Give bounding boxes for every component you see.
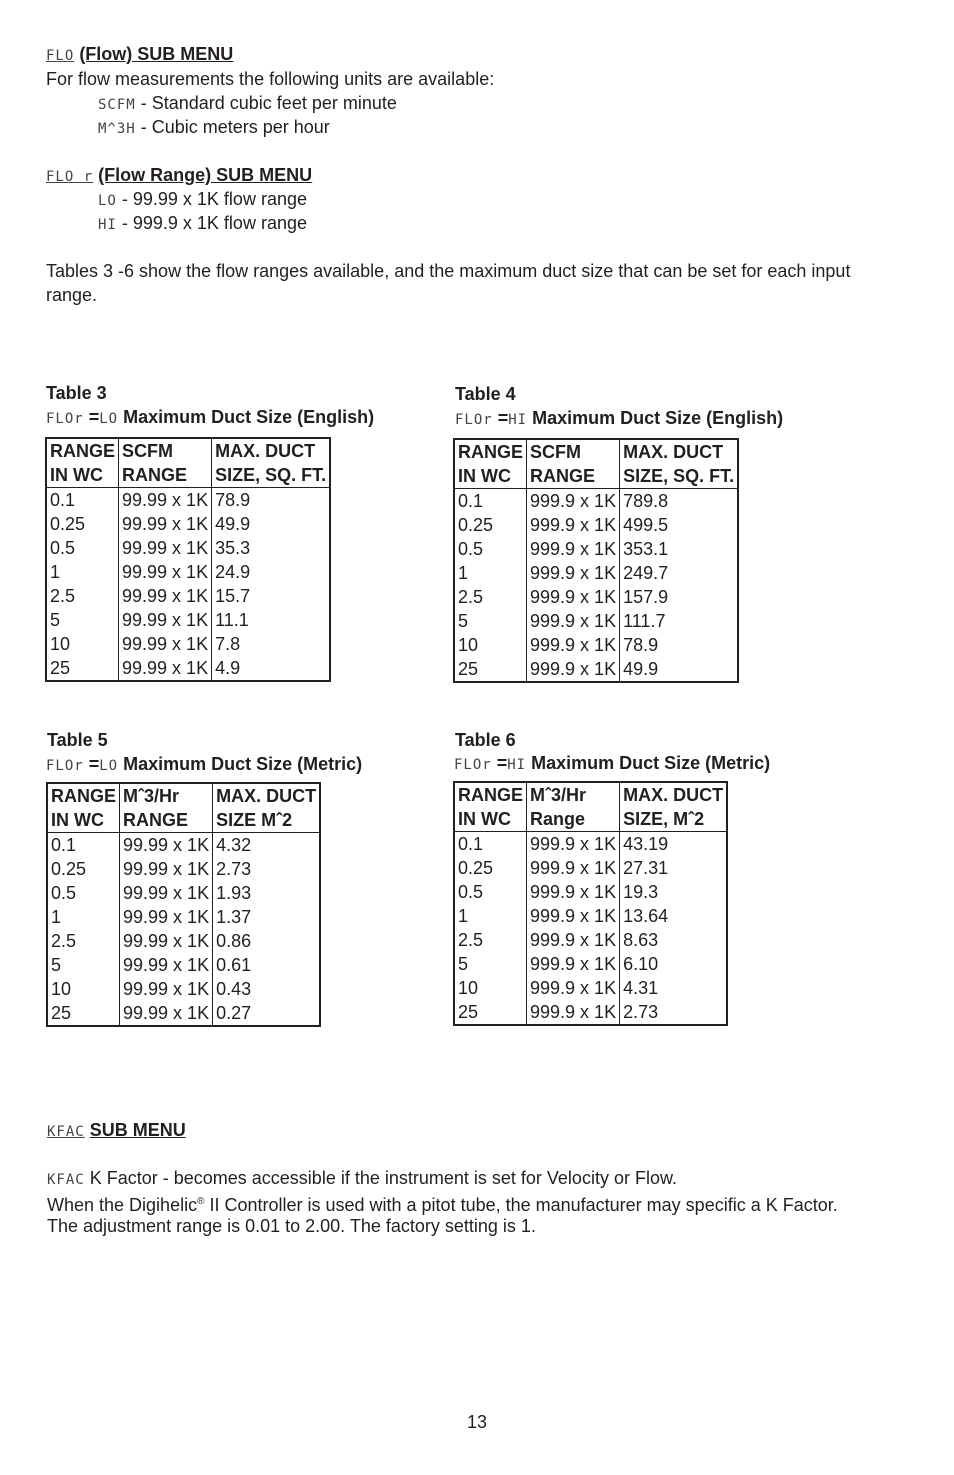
option-desc: - 999.9 x 1K flow range [121,213,307,233]
table-6-title [454,751,770,777]
table-cell: 1 [50,562,61,582]
table-cell: 15.7 [212,584,331,608]
table-cell: 111.7 [620,609,739,633]
table-code: FLOr [46,758,84,774]
kfac-line-1 [47,1166,677,1192]
table-cell: 5 [458,611,469,631]
table-cell: 999.9 x 1K [527,489,620,514]
table-title-text: Maximum Duct Size (Metric) [123,754,363,774]
page-number: 13 [466,1412,488,1432]
table-range-code: LO [99,758,119,774]
table-cell: 99.99 x 1K [120,1001,213,1026]
table-row [47,977,320,1001]
column-header: RANGE IN WC [46,438,119,488]
table-cell: 99.99 x 1K [120,929,213,953]
table-cell: 2.73 [620,1000,728,1025]
flow-menu-heading [46,42,233,68]
column-header: RANGE IN WC [47,783,120,833]
table-cell: 7.8 [212,632,331,656]
table-cell: 0.27 [213,1001,321,1026]
table-6 [453,781,728,1026]
column-header: SCFM RANGE [527,439,620,489]
flow-menu-intro: For flow measurements the following units are available: [46,69,495,89]
column-header: MAX. DUCT SIZE, SQ. FT. [212,438,331,488]
table-cell: 25 [50,658,71,678]
flow-range-menu-heading [46,163,312,189]
table-row [454,657,738,682]
table-3 [45,437,331,682]
table-cell: 25 [51,1003,72,1023]
table-cell: 5 [50,610,61,630]
table-cell: 99.99 x 1K [120,905,213,929]
table-cell: 999.9 x 1K [527,1000,620,1025]
table-row [454,537,738,561]
table-header-row [47,783,320,833]
table-row [46,608,330,632]
table-row [454,856,727,880]
table-title-text: Maximum Duct Size (English) [123,407,375,427]
table-4-title [455,406,783,432]
table-row [46,632,330,656]
table-cell: 999.9 x 1K [527,609,620,633]
table-cell: 0.61 [213,953,321,977]
table-row [46,536,330,560]
table-row [454,952,727,976]
column-header: RANGE IN WC [454,439,527,489]
table-cell: 10 [458,635,479,655]
table-cell: 249.7 [620,561,739,585]
table-cell: 999.9 x 1K [527,513,620,537]
table-cell: 99.99 x 1K [119,656,212,681]
flow-range-option-hi [98,211,307,237]
table-cell: 1.93 [213,881,321,905]
table-row [47,929,320,953]
table-cell: 99.99 x 1K [120,953,213,977]
table-code: FLOr [46,411,84,427]
table-row [46,560,330,584]
table-cell: 99.99 x 1K [120,881,213,905]
table-cell: 43.19 [620,832,728,857]
table-header-row [454,782,727,832]
column-header: SCFM RANGE [119,438,212,488]
table-cell: 999.9 x 1K [527,537,620,561]
flow-range-menu-title: (Flow Range) SUB MENU [98,165,313,185]
table-cell: 999.9 x 1K [527,928,620,952]
table-header-row [46,438,330,488]
table-cell: 999.9 x 1K [527,904,620,928]
option-desc: - 99.99 x 1K flow range [121,189,307,209]
column-header: Mˆ3/Hr Range [527,782,620,832]
table-range-code: HI [508,412,528,428]
option-code: HI [98,217,117,233]
table-eq: = [497,408,509,428]
table-row [47,905,320,929]
table-cell: 999.9 x 1K [527,657,620,682]
table-eq: = [496,753,508,773]
tables-intro-line1: Tables 3 -6 show the flow ranges available, and the maximum duct size that can be set for each input [46,261,851,281]
table-cell: 8.63 [620,928,728,952]
registered-mark: ® [197,1196,205,1207]
table-cell: 99.99 x 1K [120,977,213,1001]
table-cell: 5 [458,954,469,974]
table-cell: 0.25 [458,858,494,878]
table-eq: = [88,754,100,774]
table-row [46,584,330,608]
option-code: LO [98,193,117,209]
table-cell: 1.37 [213,905,321,929]
table-4 [453,438,739,683]
table-cell: 1 [458,563,469,583]
table-cell: 13.64 [620,904,728,928]
table-3-title [46,405,374,431]
table-row [454,561,738,585]
kfac-menu-heading [47,1118,186,1144]
table-cell: 99.99 x 1K [119,608,212,632]
table-row [454,633,738,657]
table-cell: 2.5 [51,931,77,951]
table-row [454,585,738,609]
table-5-title [46,752,362,778]
table-cell: 5 [51,955,62,975]
table-cell: 49.9 [620,657,739,682]
table-code: FLOr [454,757,492,773]
table-cell: 49.9 [212,512,331,536]
column-header: Mˆ3/Hr RANGE [120,783,213,833]
table-cell: 789.8 [620,489,739,514]
table-row [454,513,738,537]
flow-menu-title: (Flow) SUB MENU [79,44,234,64]
table-cell: 0.25 [51,859,87,879]
table-cell: 35.3 [212,536,331,560]
column-header: MAX. DUCT SIZE, SQ. FT. [620,439,739,489]
table-row [454,928,727,952]
table-row [47,1001,320,1026]
kfac-line-2-a: When the Digihelic [47,1195,198,1215]
table-6-label: Table 6 [455,730,516,750]
table-cell: 0.43 [213,977,321,1001]
table-cell: 999.9 x 1K [527,856,620,880]
table-row [47,857,320,881]
unit-code: M^3H [98,121,136,137]
table-cell: 99.99 x 1K [120,833,213,858]
table-cell: 0.5 [51,883,77,903]
table-row [454,904,727,928]
table-cell: 999.9 x 1K [527,832,620,857]
table-cell: 0.5 [50,538,76,558]
table-cell: 0.1 [458,491,484,511]
table-cell: 25 [458,659,479,679]
table-cell: 0.25 [458,515,494,535]
table-cell: 353.1 [620,537,739,561]
table-cell: 99.99 x 1K [120,857,213,881]
table-cell: 11.1 [212,608,331,632]
table-cell: 4.32 [213,833,321,858]
table-5 [46,782,321,1027]
kfac-line-2-b: II Controller is used with a pitot tube, the manufacturer may specific a K Factor. [204,1195,838,1215]
table-cell: 1 [51,907,62,927]
table-row [454,976,727,1000]
table-cell: 2.5 [458,930,484,950]
table-row [454,880,727,904]
table-row [454,609,738,633]
table-cell: 2.5 [458,587,484,607]
table-cell: 99.99 x 1K [119,584,212,608]
table-cell: 4.31 [620,976,728,1000]
column-header: MAX. DUCT SIZE Mˆ2 [213,783,321,833]
table-eq: = [88,407,100,427]
flow-unit-scfm [98,91,397,117]
table-header-row [454,439,738,489]
table-cell: 0.86 [213,929,321,953]
kfac-menu-code: KFAC [47,1124,85,1140]
table-row [46,512,330,536]
table-cell: 10 [458,978,479,998]
table-row [47,833,320,858]
table-3-label: Table 3 [46,383,107,403]
table-cell: 19.3 [620,880,728,904]
kfac-line-2 [47,1190,838,1217]
table-cell: 99.99 x 1K [119,488,212,513]
table-cell: 999.9 x 1K [527,585,620,609]
table-range-code: LO [99,411,119,427]
kfac-line-1-text: K Factor - becomes accessible if the instrument is set for Velocity or Flow. [89,1168,677,1188]
table-cell: 1 [458,906,469,926]
unit-desc: - Standard cubic feet per minute [140,93,397,113]
table-row [454,489,738,514]
table-cell: 999.9 x 1K [527,952,620,976]
table-row [47,881,320,905]
flow-range-option-lo [98,187,307,213]
flow-menu-code: FLO [46,48,75,64]
tables-intro-line2: range. [46,285,98,305]
table-cell: 10 [51,979,72,999]
table-cell: 27.31 [620,856,728,880]
table-cell: 6.10 [620,952,728,976]
table-title-text: Maximum Duct Size (Metric) [531,753,771,773]
table-cell: 499.5 [620,513,739,537]
table-4-label: Table 4 [455,384,516,404]
table-cell: 78.9 [620,633,739,657]
kfac-line-3: The adjustment range is 0.01 to 2.00. The factory setting is 1. [47,1216,536,1236]
table-row [47,953,320,977]
table-cell: 99.99 x 1K [119,536,212,560]
table-cell: 999.9 x 1K [527,561,620,585]
table-row [454,1000,727,1025]
table-cell: 24.9 [212,560,331,584]
table-range-code: HI [507,757,527,773]
table-cell: 0.1 [50,490,76,510]
table-cell: 25 [458,1002,479,1022]
table-cell: 99.99 x 1K [119,632,212,656]
kfac-code: KFAC [47,1172,85,1188]
table-cell: 0.5 [458,539,484,559]
table-cell: 99.99 x 1K [119,512,212,536]
column-header: MAX. DUCT SIZE, Mˆ2 [620,782,728,832]
table-cell: 0.1 [51,835,77,855]
table-cell: 999.9 x 1K [527,633,620,657]
table-cell: 10 [50,634,71,654]
table-row [454,832,727,857]
table-cell: 157.9 [620,585,739,609]
table-cell: 78.9 [212,488,331,513]
table-cell: 0.5 [458,882,484,902]
column-header: RANGE IN WC [454,782,527,832]
table-cell: 99.99 x 1K [119,560,212,584]
unit-desc: - Cubic meters per hour [140,117,330,137]
table-cell: 2.5 [50,586,76,606]
table-title-text: Maximum Duct Size (English) [532,408,784,428]
table-code: FLOr [455,412,493,428]
table-5-label: Table 5 [47,730,108,750]
kfac-menu-title: SUB MENU [89,1120,186,1140]
flow-range-menu-code: FLO r [46,169,94,185]
table-row [46,488,330,513]
table-row [46,656,330,681]
table-cell: 4.9 [212,656,331,681]
table-cell: 0.1 [458,834,484,854]
table-cell: 0.25 [50,514,86,534]
flow-unit-m3h [98,115,330,141]
table-cell: 999.9 x 1K [527,976,620,1000]
unit-code: SCFM [98,97,136,113]
table-cell: 2.73 [213,857,321,881]
table-cell: 999.9 x 1K [527,880,620,904]
